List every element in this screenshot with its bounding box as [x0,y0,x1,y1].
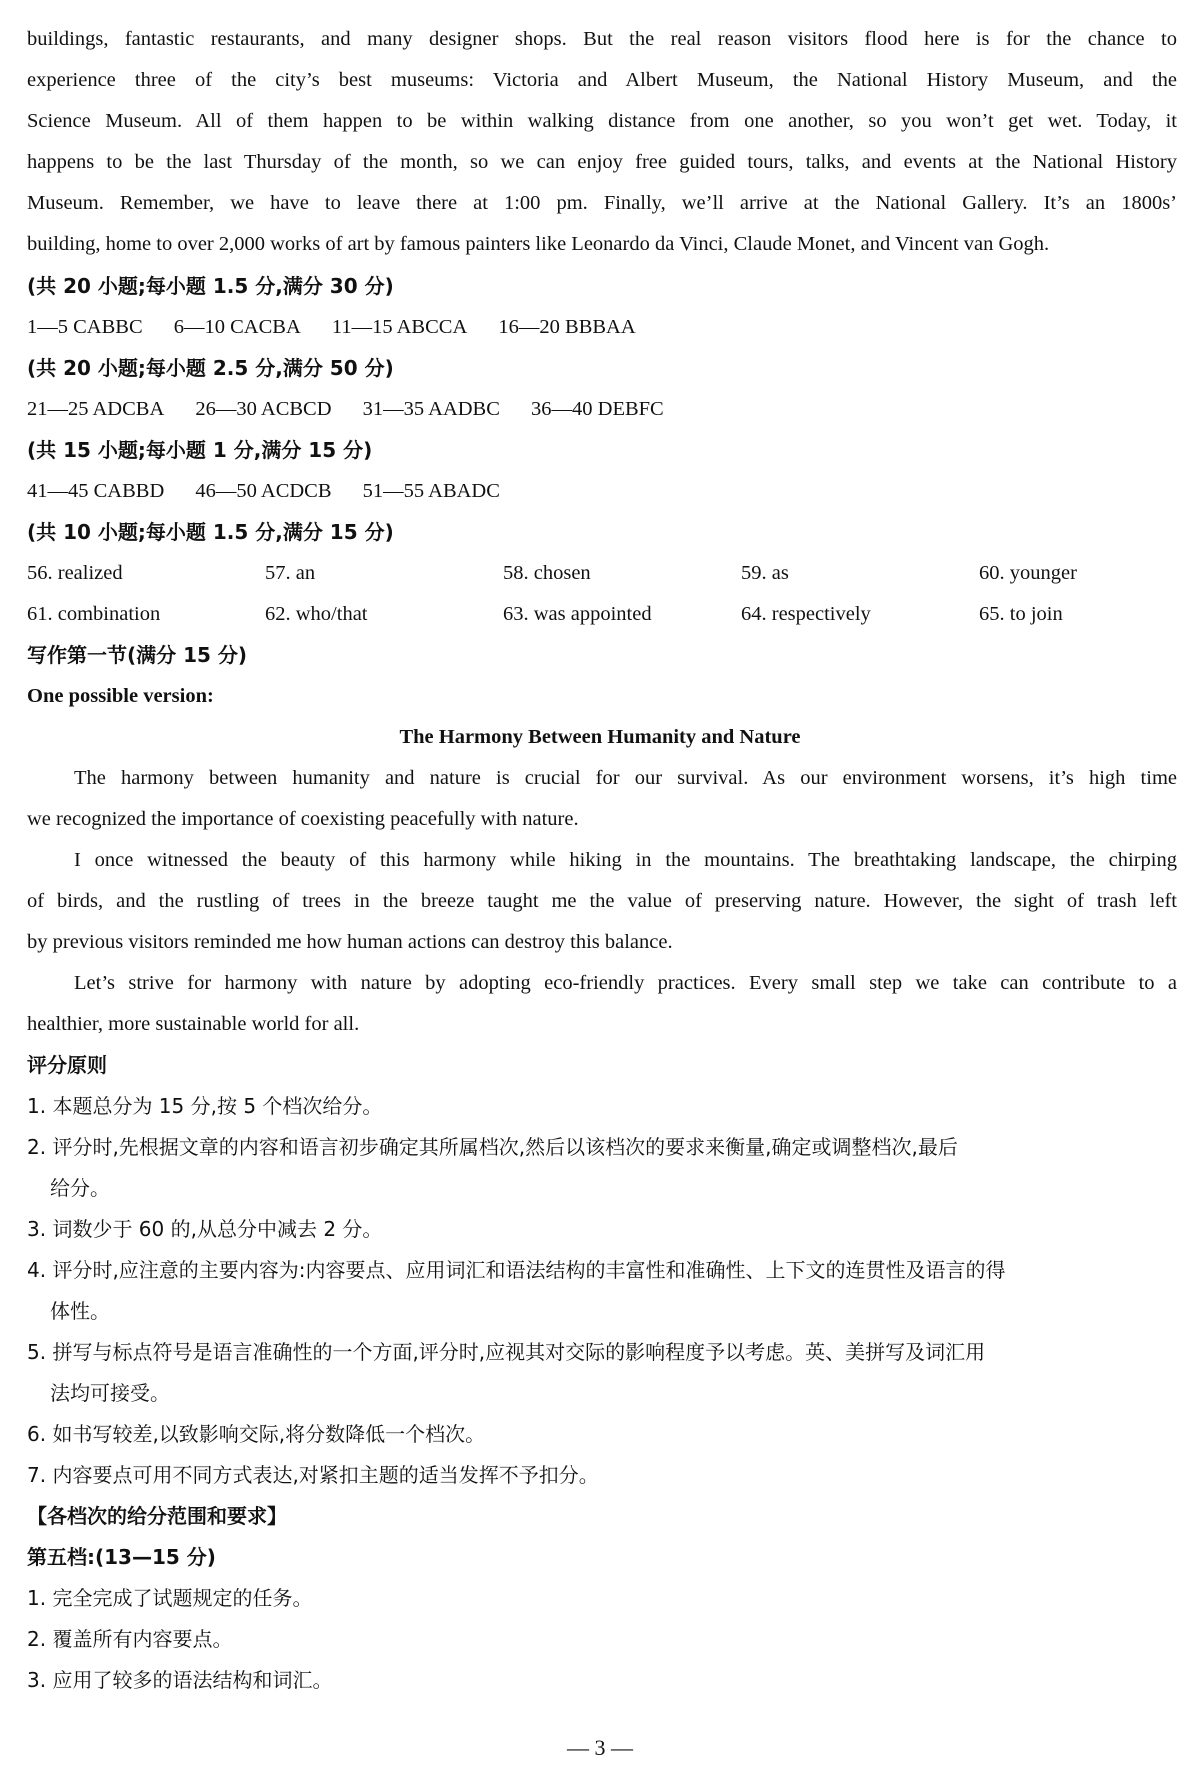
grading-item: 4. 评分时,应注意的主要内容为:内容要点、应用词汇和语法结构的丰富性和准确性、上下文的连贯性及语言的得 [27,1258,1006,1282]
grading-item-cont: 法均可接受。 [50,1381,170,1405]
passage-line: experience three of the city’s best museums: Victoria and Albert Museum, the National History Museum, and the [27,69,1177,91]
section-heading: (共 15 小题;每小题 1 分,满分 15 分) [27,438,373,462]
grading-item-cont: 给分。 [50,1176,110,1200]
answer-group: 16—20 BBBAA [498,316,636,338]
answer-item: 63. was appointed [503,603,652,625]
passage-line: Museum. Remember, we have to leave there at 1:00 pm. Finally, we’ll arrive at the National Gallery. It’s an 1800s’ [27,192,1177,214]
essay-line: healthier, more sustainable world for all. [27,1013,360,1035]
answer-group: 31—35 AADBC [362,398,500,420]
answer-item: 64. respectively [741,603,871,625]
answer-item: 58. chosen [503,562,591,584]
answer-item: 57. an [265,562,316,584]
answer-item: 56. realized [27,562,123,584]
essay-line: of birds, and the rustling of trees in the breeze taught me the value of preserving nature. However, the sight of trash left [27,890,1177,912]
grading-item: 5. 拼写与标点符号是语言准确性的一个方面,评分时,应视其对交际的影响程度予以考虑。英、美拼写及词汇用 [27,1340,986,1364]
answer-item: 59. as [741,562,789,584]
band5-item: 3. 应用了较多的语法结构和词汇。 [27,1668,333,1692]
section-heading: (共 10 小题;每小题 1.5 分,满分 15 分) [27,520,394,544]
essay-line: I once witnessed the beauty of this harmony while hiking in the mountains. The breathtaking landscape, the chirping [74,849,1177,871]
answer-row [27,312,1177,342]
page-number: — 3 — [567,1735,633,1760]
grading-item-cont: 体性。 [50,1299,110,1323]
answer-group: 1—5 CABBC [27,316,143,338]
passage-line: building, home to over 2,000 works of art by famous painters like Leonardo da Vinci, Claude Monet, and Vincent van Gogh. [27,233,1050,255]
answer-group: 36—40 DEBFC [531,398,664,420]
passage-line: Science Museum. All of them happen to be within walking distance from one another, so you won’t get wet. Today, it [27,110,1177,132]
answer-group: 46—50 ACDCB [195,480,332,502]
passage-line: happens to be the last Thursday of the month, so we can enjoy free guided tours, talks, and events at the National History [27,151,1177,173]
answer-item: 60. younger [979,562,1077,584]
grading-item: 3. 词数少于 60 的,从总分中减去 2 分。 [27,1217,383,1241]
section-heading: (共 20 小题;每小题 1.5 分,满分 30 分) [27,274,394,298]
grading-item: 1. 本题总分为 15 分,按 5 个档次给分。 [27,1094,383,1118]
answer-group: 41—45 CABBD [27,480,165,502]
answer-row [27,476,1177,506]
answer-group: 21—25 ADCBA [27,398,165,420]
answer-group: 51—55 ABADC [362,480,500,502]
band5-heading: 第五档:(13—15 分) [27,1545,216,1569]
answer-item: 61. combination [27,603,161,625]
essay-line: The harmony between humanity and nature is crucial for our survival. As our environment worsens, it’s high time [74,767,1177,789]
answer-group: 26—30 ACBCD [195,398,332,420]
version-label: One possible version: [27,685,214,707]
essay-line: Let’s strive for harmony with nature by adopting eco-friendly practices. Every small step we take can contribute to a [74,972,1177,994]
answer-group: 11—15 ABCCA [331,316,468,338]
essay-line: by previous visitors reminded me how human actions can destroy this balance. [27,931,673,953]
answer-item: 65. to join [979,603,1063,625]
grading-item: 2. 评分时,先根据文章的内容和语言初步确定其所属档次,然后以该档次的要求来衡量,确定或调整档次,最后 [27,1135,958,1159]
bands-heading: 【各档次的给分范围和要求】 [27,1504,287,1528]
answer-row [27,394,1177,424]
band5-item: 2. 覆盖所有内容要点。 [27,1627,233,1651]
essay-line: we recognized the importance of coexisting peacefully with nature. [27,808,579,830]
band5-item: 1. 完全完成了试题规定的任务。 [27,1586,313,1610]
answer-group: 6—10 CACBA [173,316,301,338]
grading-item: 7. 内容要点可用不同方式表达,对紧扣主题的适当发挥不予扣分。 [27,1463,599,1487]
grading-heading: 评分原则 [27,1053,107,1077]
grading-item: 6. 如书写较差,以致影响交际,将分数降低一个档次。 [27,1422,486,1446]
answer-item: 62. who/that [265,603,368,625]
writing-heading: 写作第一节(满分 15 分) [27,643,248,667]
section-heading: (共 20 小题;每小题 2.5 分,满分 50 分) [27,356,394,380]
essay-title: The Harmony Between Humanity and Nature [399,726,801,748]
passage-line: buildings, fantastic restaurants, and many designer shops. But the real reason visitors flood here is for the chance to [27,28,1177,50]
